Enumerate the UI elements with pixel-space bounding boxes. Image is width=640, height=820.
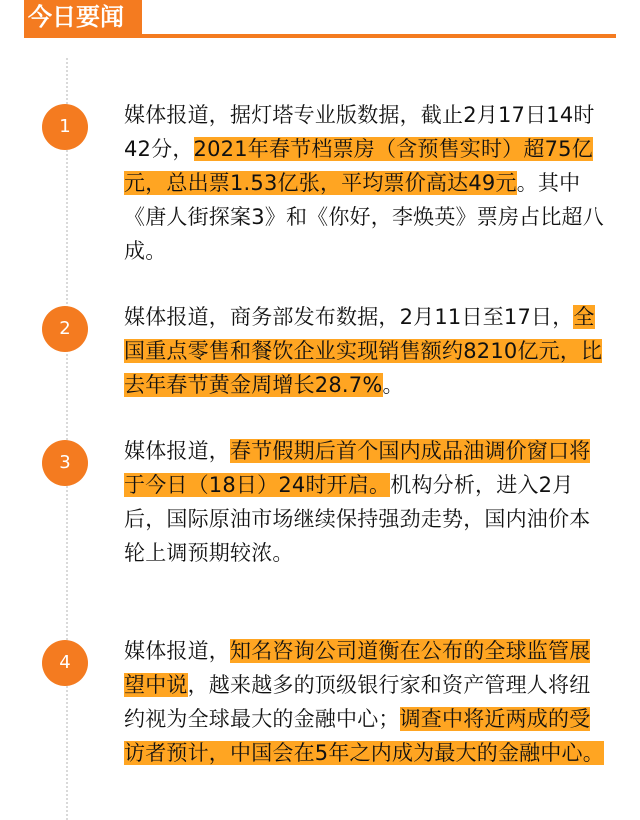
item-number-badge: 4 (42, 640, 88, 686)
section-title: 今日要闻 (24, 0, 142, 34)
news-text-plain: 机构分析，进入2月后，国际原油市场继续保持强劲走势，国内油价本轮上调预期较浓。 (124, 473, 591, 565)
news-text (124, 98, 604, 268)
header-underline (24, 34, 616, 38)
news-text (124, 300, 604, 402)
news-text-plain: ，越来越多的顶级银行家和资产管理人将纽约视为全球最大的金融中心； (124, 673, 591, 731)
news-text-highlight: 知名咨询公司道衡在公布的全球监管展望中说 (124, 639, 591, 697)
news-text-plain: 媒体报道， (124, 439, 230, 463)
timeline-line (66, 58, 68, 820)
news-text (124, 434, 604, 570)
item-number-badge: 3 (42, 440, 88, 486)
news-text-highlight: 全国重点零售和餐饮企业实现销售额约8210亿元，比去年春节黄金周增长28.7% (124, 305, 603, 397)
news-text-plain: 。其中《唐人街探案3》和《你好，李焕英》票房占比超八成。 (124, 171, 604, 263)
news-text-plain: 媒体报道，据灯塔专业版数据，截止2月17日14时42分， (124, 103, 595, 161)
section-header (24, 0, 616, 42)
news-text-plain: 媒体报道，商务部发布数据，2月11日至17日， (124, 305, 574, 329)
news-text-highlight: 调查中将近两成的受访者预计，中国会在5年之内成为最大的金融中心。 (124, 707, 604, 765)
news-text-plain: 媒体报道， (124, 639, 230, 663)
news-text (124, 634, 604, 770)
item-number-badge: 1 (42, 104, 88, 150)
news-text-plain: 。 (382, 373, 404, 397)
news-text-highlight: 2021年春节档票房（含预售实时）超75亿元，总出票1.53亿张，平均票价高达49元 (124, 137, 593, 195)
item-number-badge: 2 (42, 306, 88, 352)
news-text-highlight: 春节假期后首个国内成品油调价窗口将于今日（18日）24时开启。 (124, 439, 591, 497)
